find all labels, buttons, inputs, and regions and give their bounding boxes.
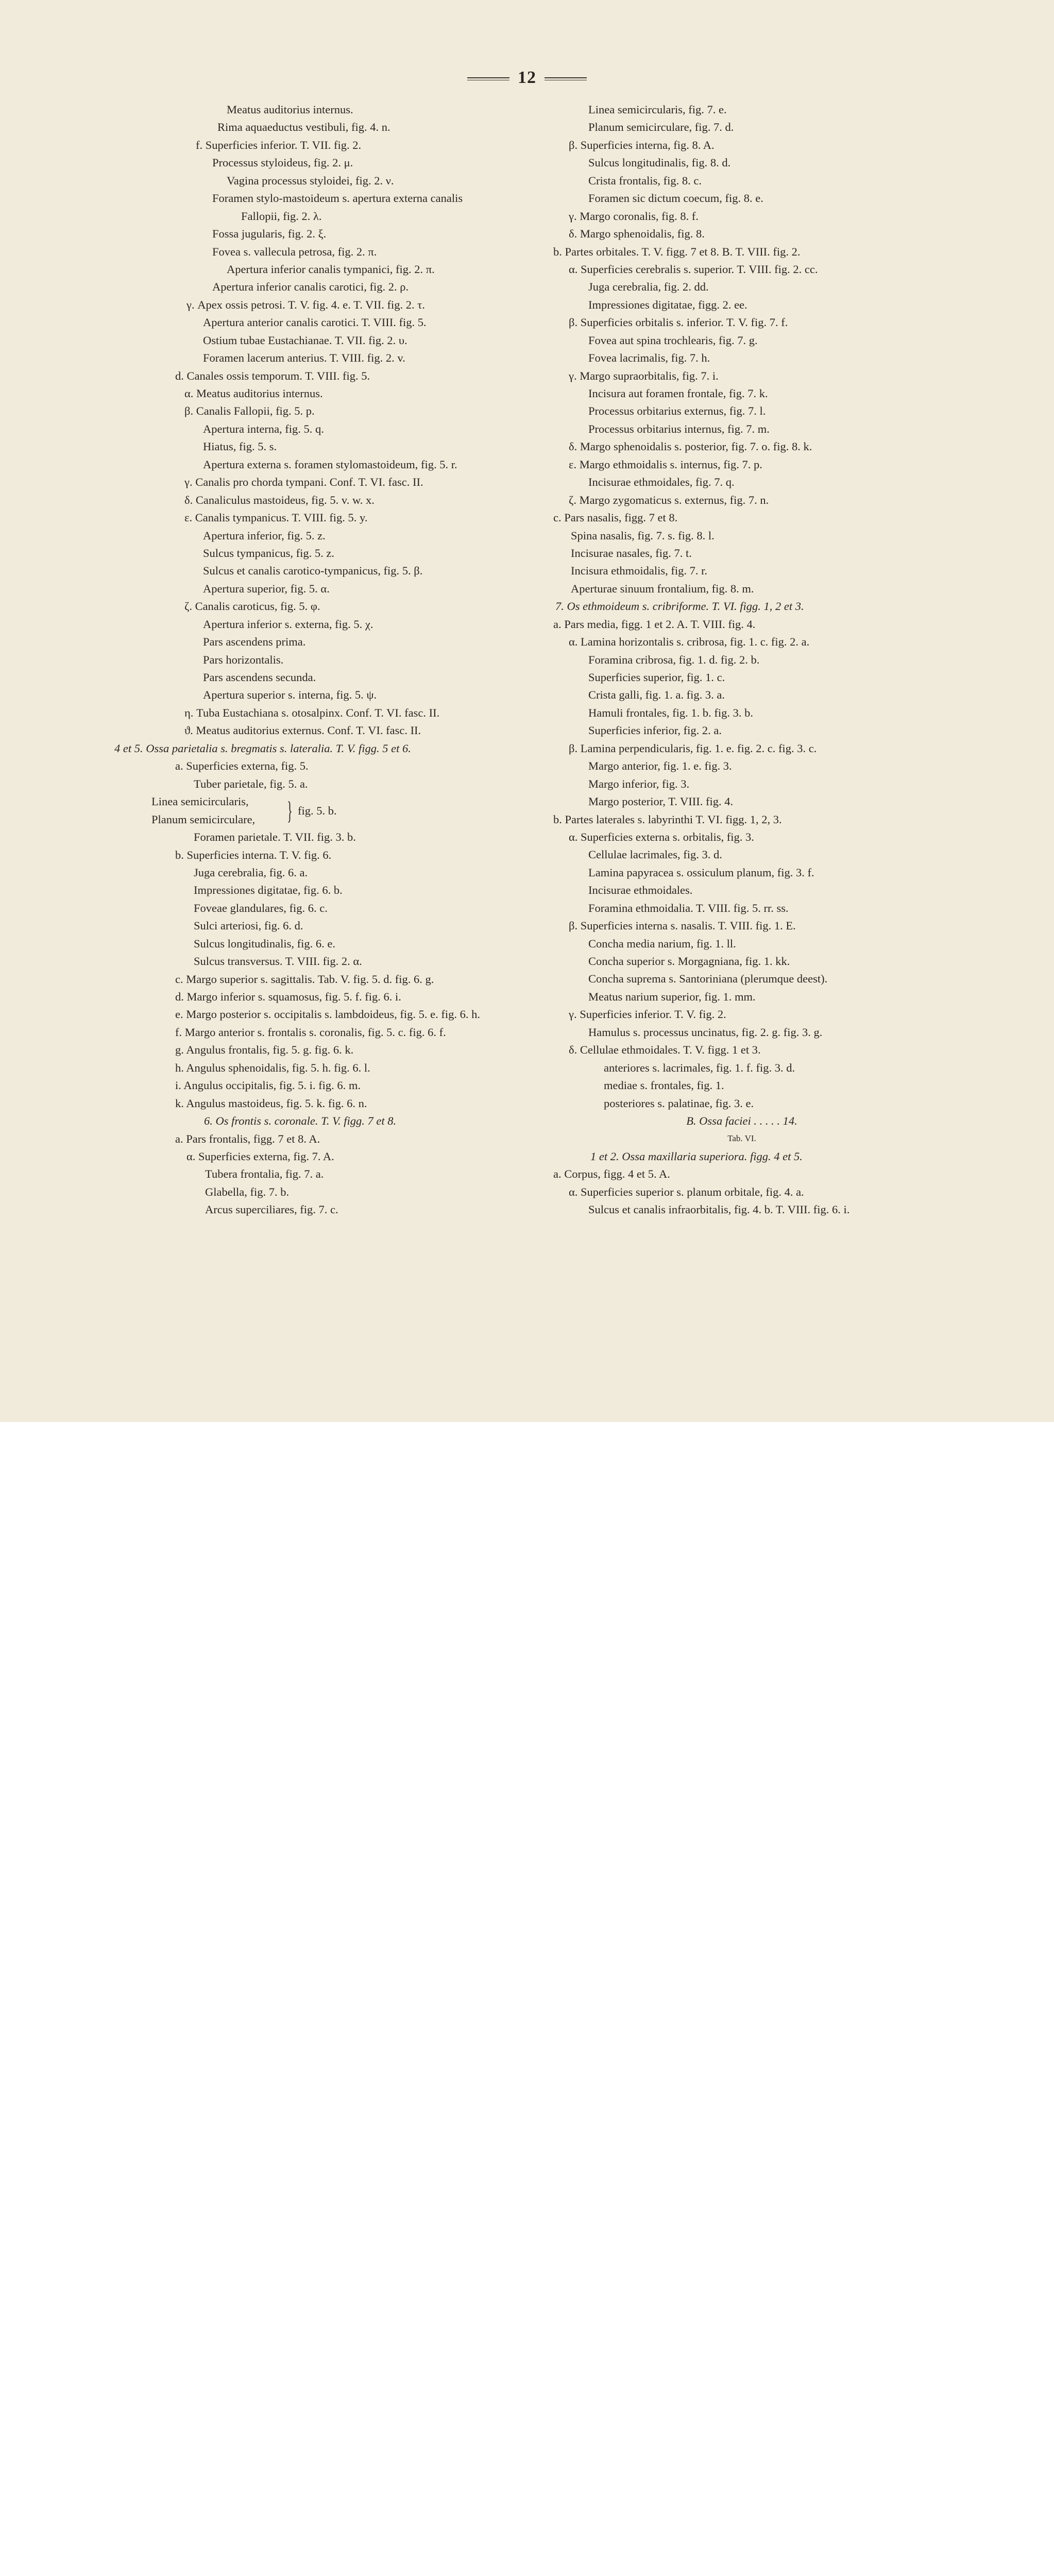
index-entry: Hamulus s. processus uncinatus, fig. 2. g. fig. 3. g. xyxy=(588,1025,823,1039)
index-entry: Processus orbitarius internus, fig. 7. m. xyxy=(588,422,770,435)
index-entry: a. Pars frontalis, figg. 7 et 8. A. xyxy=(175,1132,320,1145)
index-entry: b. Partes laterales s. labyrinthi T. VI. figg. 1, 2, 3. xyxy=(553,812,782,826)
index-entry: β. Superficies interna s. nasalis. T. VIII. fig. 1. E. xyxy=(569,919,796,933)
index-entry: Cellulae lacrimales, fig. 3. d. xyxy=(588,848,722,861)
index-entry: Crista galli, fig. 1. a. fig. 3. a. xyxy=(588,688,725,702)
index-entry: Juga cerebralia, fig. 2. dd. xyxy=(588,280,709,294)
index-entry: Fossa jugularis, fig. 2. ξ. xyxy=(212,227,327,241)
section-heading: B. Ossa faciei . . . . . 14. xyxy=(686,1114,797,1127)
index-entry: α. Meatus auditorius internus. xyxy=(184,387,323,400)
index-entry: k. Angulus mastoideus, fig. 5. k. fig. 6. n. xyxy=(175,1096,367,1110)
index-entry: Tab. VI. xyxy=(727,1133,756,1144)
index-entry: Margo anterior, fig. 1. e. fig. 3. xyxy=(588,759,732,773)
index-entry: Crista frontalis, fig. 8. c. xyxy=(588,174,702,187)
index-entry: α. Superficies externa s. orbitalis, fig. 3. xyxy=(569,830,754,843)
index-entry: Apertura inferior canalis tympanici, fig. 2. π. xyxy=(227,262,435,276)
index-entry: Processus orbitarius externus, fig. 7. l. xyxy=(588,404,766,418)
index-entry: Tubera frontalia, fig. 7. a. xyxy=(205,1167,324,1181)
index-entry: Incisura aut foramen frontale, fig. 7. k. xyxy=(588,387,768,400)
index-entry: d. Margo inferior s. squamosus, fig. 5. f. fig. 6. i. xyxy=(175,990,401,1003)
index-entry: Tuber parietale, fig. 5. a. xyxy=(194,777,308,790)
header-rule-left xyxy=(467,77,509,80)
index-entry: Margo posterior, T. VIII. fig. 4. xyxy=(588,795,734,808)
index-entry: f. Superficies inferior. T. VII. fig. 2. xyxy=(196,138,362,151)
index-entry: γ. Margo supraorbitalis, fig. 7. i. xyxy=(569,369,719,382)
left-column xyxy=(103,101,546,1219)
index-entry: γ. Apex ossis petrosi. T. V. fig. 4. e. T. VII. fig. 2. τ. xyxy=(186,298,425,311)
index-entry: Foramen stylo-mastoideum s. apertura externa canalis xyxy=(212,192,463,205)
index-entry: β. Superficies interna, fig. 8. A. xyxy=(569,138,715,151)
index-entry: Spina nasalis, fig. 7. s. fig. 8. l. xyxy=(571,529,715,542)
index-entry: Apertura superior, fig. 5. α. xyxy=(203,582,330,595)
index-entry: Impressiones digitatae, fig. 6. b. xyxy=(194,884,343,897)
index-entry: ε. Canalis tympanicus. T. VIII. fig. 5. y. xyxy=(184,511,368,524)
index-entry: Pars ascendens prima. xyxy=(203,635,306,649)
index-entry: Apertura superior s. interna, fig. 5. ψ. xyxy=(203,688,377,702)
index-entry: Sulcus longitudinalis, fig. 8. d. xyxy=(588,156,731,170)
footer-bar xyxy=(0,1422,1054,1499)
index-entry: γ. Margo coronalis, fig. 8. f. xyxy=(569,209,699,223)
index-entry: a. Superficies externa, fig. 5. xyxy=(175,759,309,773)
index-entry: α. Superficies superior s. planum orbitale, fig. 4. a. xyxy=(569,1185,804,1198)
index-entry: g. Angulus frontalis, fig. 5. g. fig. 6. k. xyxy=(175,1043,354,1057)
right-column xyxy=(546,101,938,1219)
index-entry: Ostium tubae Eustachianae. T. VII. fig. 2. υ. xyxy=(203,333,407,347)
index-entry: Arcus superciliares, fig. 7. c. xyxy=(205,1203,338,1216)
index-entry: Meatus narium superior, fig. 1. mm. xyxy=(588,990,756,1003)
index-entry: a. Corpus, figg. 4 et 5. A. xyxy=(553,1167,670,1181)
index-entry: Apertura inferior canalis carotici, fig. 2. ρ. xyxy=(212,280,409,294)
index-entry: Incisurae ethmoidales, fig. 7. q. xyxy=(588,476,735,489)
index-entry: γ. Canalis pro chorda tympani. Conf. T. VI. fasc. II. xyxy=(184,476,423,489)
index-entry: Superficies inferior, fig. 2. a. xyxy=(588,724,722,737)
index-entry: Incisurae nasales, fig. 7. t. xyxy=(571,546,692,560)
index-entry: Linea semicircularis, xyxy=(151,795,249,808)
index-entry: Sulcus tympanicus, fig. 5. z. xyxy=(203,546,334,560)
index-entry: mediae s. frontales, fig. 1. xyxy=(604,1079,724,1092)
index-entry: posteriores s. palatinae, fig. 3. e. xyxy=(604,1096,754,1110)
index-entry: Concha superior s. Morgagniana, fig. 1. kk. xyxy=(588,955,790,968)
index-entry: Planum semicirculare, xyxy=(151,812,256,826)
index-entry: Vagina processus styloidei, fig. 2. ν. xyxy=(227,174,394,187)
index-entry: Apertura inferior s. externa, fig. 5. χ. xyxy=(203,617,373,631)
index-entry: ϑ. Meatus auditorius externus. Conf. T. VI. fasc. II. xyxy=(184,724,421,737)
index-entry: Sulcus et canalis carotico-tympanicus, fig. 5. β. xyxy=(203,564,423,578)
braced-entry xyxy=(103,793,546,828)
section-heading: 1 et 2. Ossa maxillaria superiora. figg. 4 et 5. xyxy=(590,1149,803,1163)
index-entry: b. Superficies interna. T. V. fig. 6. xyxy=(175,848,332,861)
index-entry: Rima aquaeductus vestibuli, fig. 4. n. xyxy=(217,121,390,134)
index-entry: Juga cerebralia, fig. 6. a. xyxy=(194,866,308,879)
index-entry: Linea semicircularis, fig. 7. e. xyxy=(588,103,727,116)
index-entry: ε. Margo ethmoidalis s. internus, fig. 7. p. xyxy=(569,457,762,471)
index-entry: Foramen lacerum anterius. T. VIII. fig. 2. v. xyxy=(203,351,405,365)
index-entry: Foramen sic dictum coecum, fig. 8. e. xyxy=(588,192,763,205)
index-entry: Foramina cribrosa, fig. 1. d. fig. 2. b. xyxy=(588,653,760,666)
index-entry: Pars horizontalis. xyxy=(203,653,284,666)
index-entry: Concha media narium, fig. 1. ll. xyxy=(588,937,736,950)
index-entry: Impressiones digitatae, figg. 2. ee. xyxy=(588,298,747,311)
index-entry: δ. Cellulae ethmoidales. T. V. figg. 1 et 3. xyxy=(569,1043,761,1057)
index-entry: Apertura inferior, fig. 5. z. xyxy=(203,529,326,542)
page-number: 12 xyxy=(518,68,536,87)
index-entry: Lamina papyracea s. ossiculum planum, fig. 3. f. xyxy=(588,866,814,879)
index-entry: Foveae glandulares, fig. 6. c. xyxy=(194,901,328,914)
index-entry: Incisura ethmoidalis, fig. 7. r. xyxy=(571,564,707,578)
index-entry: δ. Canaliculus mastoideus, fig. 5. v. w. x. xyxy=(184,493,375,506)
index-entry: δ. Margo sphenoidalis s. posterior, fig. 7. o. fig. 8. k. xyxy=(569,440,812,453)
index-entry: Apertura interna, fig. 5. q. xyxy=(203,422,324,435)
index-entry: f. Margo anterior s. frontalis s. coronalis, fig. 5. c. fig. 6. f. xyxy=(175,1025,446,1039)
index-entry: Processus styloideus, fig. 2. μ. xyxy=(212,156,353,170)
index-entry: Incisurae ethmoidales. xyxy=(588,884,693,897)
index-entry: Fovea s. vallecula petrosa, fig. 2. π. xyxy=(212,245,377,258)
index-entry: Superficies superior, fig. 1. c. xyxy=(588,671,725,684)
section-heading: 4 et 5. Ossa parietalia s. bregmatis s. lateralia. T. V. figg. 5 et 6. xyxy=(114,741,411,755)
index-entry: γ. Superficies inferior. T. V. fig. 2. xyxy=(569,1008,726,1021)
index-entry: h. Angulus sphenoidalis, fig. 5. h. fig. 6. l. xyxy=(175,1061,370,1074)
section-heading: 6. Os frontis s. coronale. T. V. figg. 7 et 8. xyxy=(204,1114,397,1128)
index-entry: β. Canalis Fallopii, fig. 5. p. xyxy=(184,404,315,418)
index-entry: Sulcus transversus. T. VIII. fig. 2. α. xyxy=(194,955,362,968)
index-entry: Apertura anterior canalis carotici. T. VIII. fig. 5. xyxy=(203,316,427,329)
index-entry: Foramina ethmoidalia. T. VIII. fig. 5. rr. ss. xyxy=(588,901,789,914)
section-heading: 7. Os ethmoideum s. cribriforme. T. VI. figg. 1, 2 et 3. xyxy=(555,600,804,613)
index-entry: Planum semicirculare, fig. 7. d. xyxy=(588,121,734,134)
index-entry: ζ. Canalis caroticus, fig. 5. φ. xyxy=(184,600,320,613)
index-entry: Aperturae sinuum frontalium, fig. 8. m. xyxy=(571,582,754,595)
index-entry: Sulcus et canalis infraorbitalis, fig. 4. b. T. VIII. fig. 6. i. xyxy=(588,1203,850,1216)
index-entry: Meatus auditorius internus. xyxy=(227,103,353,116)
index-entry: Margo inferior, fig. 3. xyxy=(588,777,690,790)
index-entry: i. Angulus occipitalis, fig. 5. i. fig. 6. m. xyxy=(175,1079,361,1092)
index-entry: c. Pars nasalis, figg. 7 et 8. xyxy=(553,511,678,524)
index-entry: α. Lamina horizontalis s. cribrosa, fig. 1. c. fig. 2. a. xyxy=(569,635,810,649)
index-entry: anteriores s. lacrimales, fig. 1. f. fig. 3. d. xyxy=(604,1061,795,1074)
index-entry: Sulci arteriosi, fig. 6. d. xyxy=(194,919,303,933)
index-entry: e. Margo posterior s. occipitalis s. lambdoideus, fig. 5. e. fig. 6. h. xyxy=(175,1008,480,1021)
header-rule-right xyxy=(545,77,587,80)
index-entry: b. Partes orbitales. T. V. figg. 7 et 8. B. T. VIII. fig. 2. xyxy=(553,245,801,258)
index-entry: Fovea aut spina trochlearis, fig. 7. g. xyxy=(588,333,758,347)
index-entry: Fallopii, fig. 2. λ. xyxy=(241,209,322,223)
index-entry: δ. Margo sphenoidalis, fig. 8. xyxy=(569,227,705,241)
index-entry: Pars ascendens secunda. xyxy=(203,671,316,684)
index-entry: Hamuli frontales, fig. 1. b. fig. 3. b. xyxy=(588,706,753,719)
index-entry: Sulcus longitudinalis, fig. 6. e. xyxy=(194,937,335,950)
page-header xyxy=(0,68,1054,88)
index-entry: β. Superficies orbitalis s. inferior. T. V. fig. 7. f. xyxy=(569,316,788,329)
index-entry: α. Superficies cerebralis s. superior. T. VIII. fig. 2. cc. xyxy=(569,262,818,276)
index-entry: ζ. Margo zygomaticus s. externus, fig. 7. n. xyxy=(569,493,769,506)
index-entry: Apertura externa s. foramen stylomastoideum, fig. 5. r. xyxy=(203,457,457,471)
index-entry: Glabella, fig. 7. b. xyxy=(205,1185,290,1198)
index-entry: η. Tuba Eustachiana s. otosalpinx. Conf. T. VI. fasc. II. xyxy=(184,706,440,719)
brace-icon: } xyxy=(287,796,293,825)
index-entry: Concha suprema s. Santoriniana (plerumque deest). xyxy=(588,972,828,986)
index-entry: d. Canales ossis temporum. T. VIII. fig. 5. xyxy=(175,369,370,382)
index-entry: a. Pars media, figg. 1 et 2. A. T. VIII. fig. 4. xyxy=(553,617,756,631)
index-entry: Foramen parietale. T. VII. fig. 3. b. xyxy=(194,831,356,844)
index-entry: Fovea lacrimalis, fig. 7. h. xyxy=(588,351,710,365)
index-entry: α. Superficies externa, fig. 7. A. xyxy=(186,1149,334,1163)
index-entry-reference: fig. 5. b. xyxy=(298,804,337,818)
index-entry: Hiatus, fig. 5. s. xyxy=(203,440,277,453)
index-entry: β. Lamina perpendicularis, fig. 1. e. fig. 2. c. fig. 3. c. xyxy=(569,741,817,755)
index-entry: c. Margo superior s. sagittalis. Tab. V. fig. 5. d. fig. 6. g. xyxy=(175,972,434,986)
